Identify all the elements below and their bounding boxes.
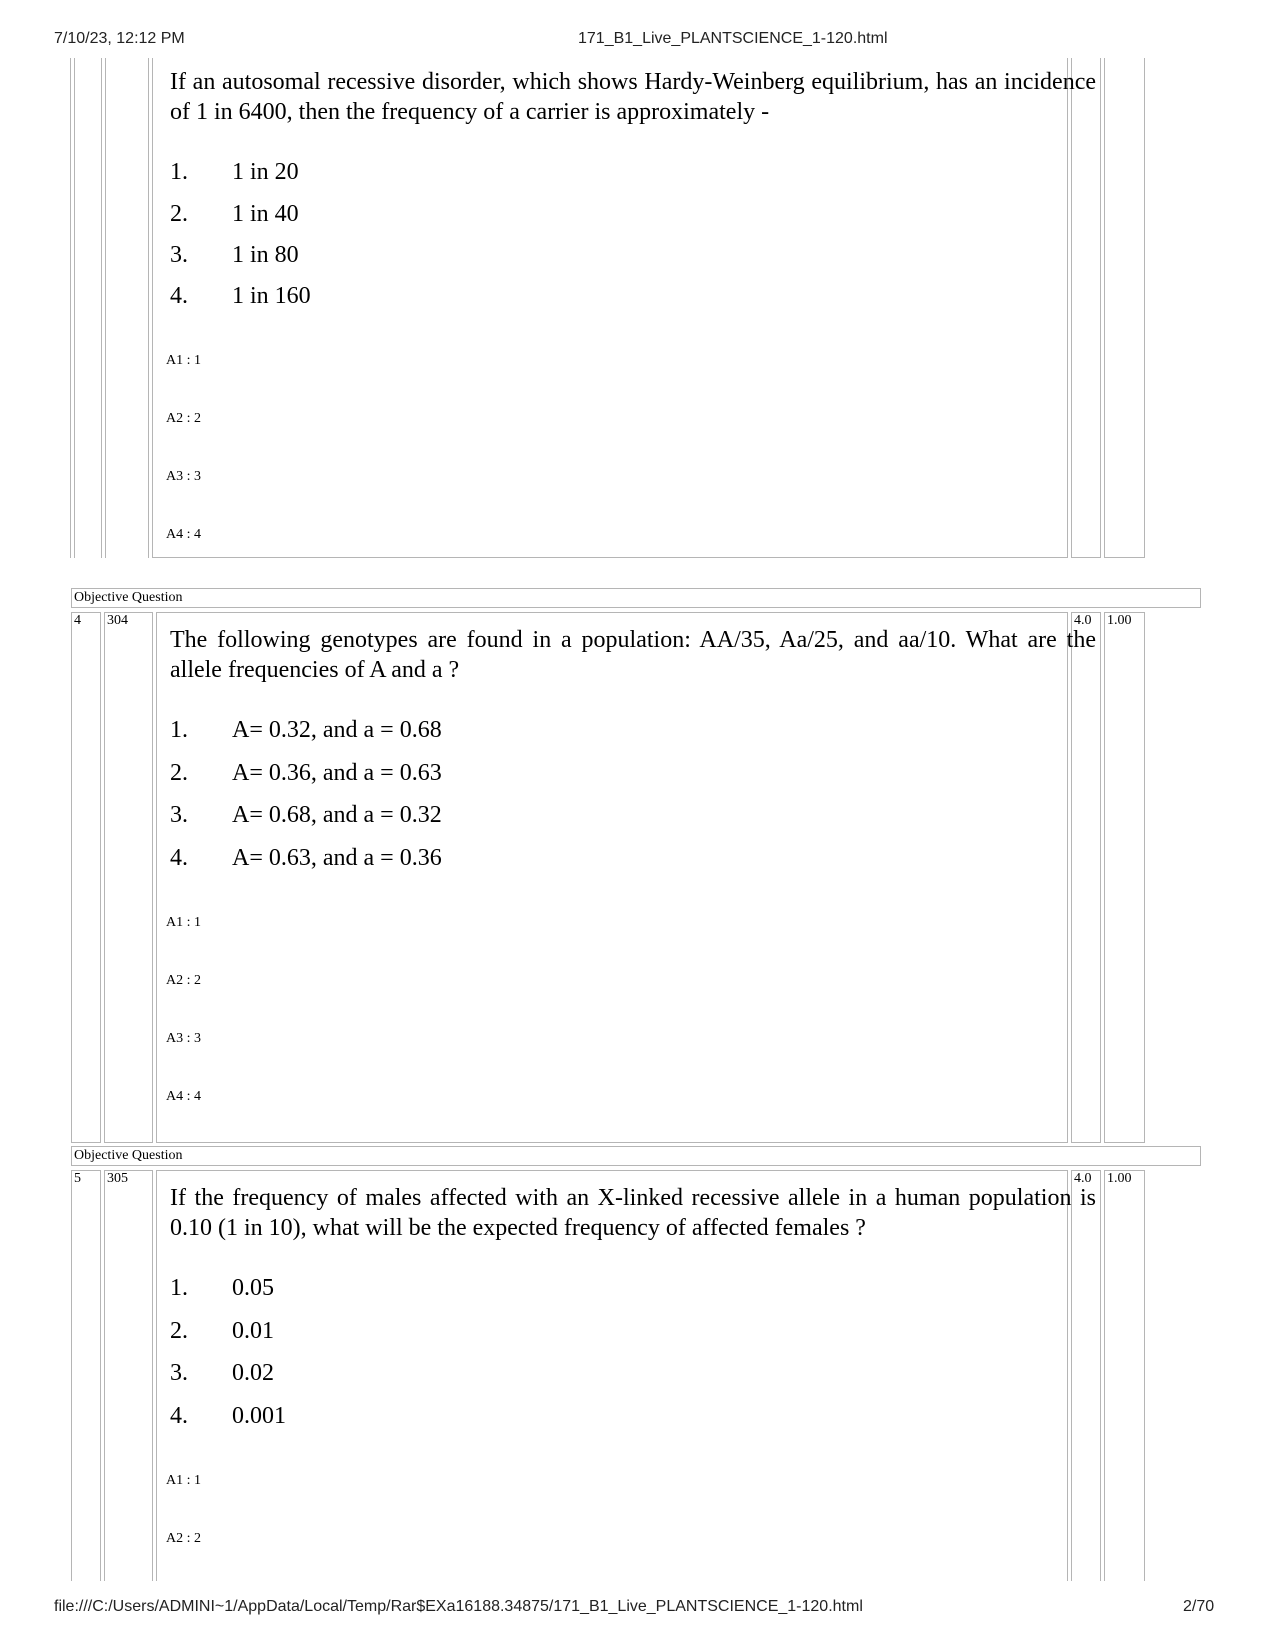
print-datetime: 7/10/23, 12:12 PM	[54, 30, 185, 47]
option: 3. 0.02	[170, 1360, 274, 1386]
document-title: 171_B1_Live_PLANTSCIENCE_1-120.html	[578, 30, 888, 47]
question-type-label: Objective Question	[71, 588, 1201, 608]
option: 2. 0.01	[170, 1318, 274, 1344]
serial-number: 5	[74, 1171, 81, 1186]
option: 4. A= 0.63, and a = 0.36	[170, 845, 442, 871]
negative-marks-cell	[1104, 612, 1145, 1143]
question-type-label: Objective Question	[71, 1146, 1201, 1166]
table-border	[101, 58, 102, 558]
serial-number-cell	[71, 1170, 101, 1581]
option: 1. A= 0.32, and a = 0.68	[170, 717, 442, 743]
answer-key: A2 : 2	[166, 1531, 201, 1546]
question-id-cell	[104, 612, 153, 1143]
answer-key: A2 : 2	[166, 411, 201, 426]
answer-key: A3 : 3	[166, 1031, 201, 1046]
negative-marks: 1.00	[1107, 1171, 1132, 1186]
option: 3. A= 0.68, and a = 0.32	[170, 802, 442, 828]
answer-key: A4 : 4	[166, 527, 201, 542]
marks: 4.0	[1074, 1171, 1092, 1186]
file-path: file:///C:/Users/ADMINI~1/AppData/Local/Temp/Rar$EXa16188.34875/171_B1_Live_PLANTSCIENCE_1-120.html	[54, 1598, 863, 1615]
negative-marks-cell	[1104, 58, 1145, 558]
question-text: If an autosomal recessive disorder, which shows Hardy-Weinberg equilibrium, has an incidence of 1 in 6400, then the frequency of a carrier is approximately -	[170, 69, 1096, 125]
option: 1. 1 in 20	[170, 159, 299, 185]
table-border	[70, 58, 71, 558]
option: 4. 0.001	[170, 1403, 286, 1429]
question-cell	[156, 612, 1068, 1143]
option: 2. A= 0.36, and a = 0.63	[170, 760, 442, 786]
marks: 4.0	[1074, 613, 1092, 628]
negative-marks-cell	[1104, 1170, 1145, 1581]
answer-key: A4 : 4	[166, 1089, 201, 1104]
question-text: The following genotypes are found in a population: AA/35, Aa/25, and aa/10. What are the allele frequencies of A and a ?	[170, 627, 1096, 683]
question-id: 305	[107, 1171, 128, 1186]
question-text: If the frequency of males affected with an X-linked recessive allele in a human population is 0.10 (1 in 10), what will be the expected frequency of affected females ?	[170, 1185, 1096, 1241]
negative-marks: 1.00	[1107, 613, 1132, 628]
answer-key: A1 : 1	[166, 915, 201, 930]
marks-cell	[1071, 612, 1101, 1143]
page-number: 2/70	[1183, 1598, 1215, 1615]
option: 2. 1 in 40	[170, 201, 299, 227]
answer-key: A3 : 3	[166, 469, 201, 484]
table-border	[105, 58, 106, 558]
table-border	[74, 58, 75, 558]
option: 3. 1 in 80	[170, 242, 299, 268]
answer-key: A1 : 1	[166, 353, 201, 368]
serial-number-cell	[71, 612, 101, 1143]
option: 4. 1 in 160	[170, 283, 311, 309]
answer-key: A1 : 1	[166, 1473, 201, 1488]
marks-cell	[1071, 58, 1101, 558]
table-border	[148, 58, 149, 558]
question-id-cell	[104, 1170, 153, 1581]
serial-number: 4	[74, 613, 81, 628]
question-id: 304	[107, 613, 128, 628]
answer-key: A2 : 2	[166, 973, 201, 988]
option: 1. 0.05	[170, 1275, 274, 1301]
